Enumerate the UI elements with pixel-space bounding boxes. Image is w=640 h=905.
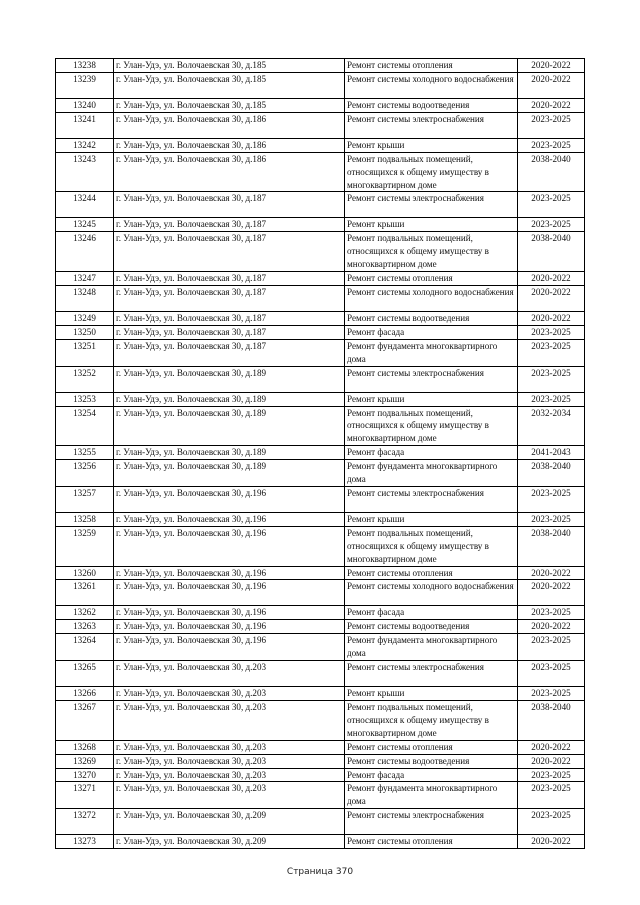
- row-work-type: Ремонт подвальных помещений, относящихся к общему имуществу в многоквартирном доме: [345, 701, 518, 741]
- row-number: 13260: [56, 566, 114, 580]
- row-number: 13263: [56, 620, 114, 634]
- row-period: 2023-2025: [518, 768, 585, 782]
- table-row: [56, 620, 585, 634]
- table-row: [56, 138, 585, 152]
- row-address: г. Улан-Удэ, ул. Волочаевская 30, д.185: [114, 72, 345, 98]
- row-period: 2023-2025: [518, 687, 585, 701]
- row-number: 13251: [56, 339, 114, 366]
- row-number: 13254: [56, 406, 114, 446]
- row-period: 2020-2022: [518, 272, 585, 286]
- row-number: 13249: [56, 311, 114, 325]
- row-number: 13273: [56, 835, 114, 849]
- row-address: г. Улан-Удэ, ул. Волочаевская 30, д.187: [114, 218, 345, 232]
- table-row: [56, 152, 585, 192]
- row-number: 13240: [56, 98, 114, 112]
- row-work-type: Ремонт системы водоотведения: [345, 754, 518, 768]
- row-address: г. Улан-Удэ, ул. Волочаевская 30, д.185: [114, 98, 345, 112]
- row-period: 2038-2040: [518, 701, 585, 741]
- row-address: г. Улан-Удэ, ул. Волочаевская 30, д.189: [114, 460, 345, 487]
- row-period: 2020-2022: [518, 72, 585, 98]
- row-work-type: Ремонт фундамента многоквартирного дома: [345, 460, 518, 487]
- row-period: 2023-2025: [518, 606, 585, 620]
- row-period: 2023-2025: [518, 112, 585, 138]
- row-period: 2020-2022: [518, 740, 585, 754]
- row-address: г. Улан-Удэ, ул. Волочаевская 30, д.203: [114, 740, 345, 754]
- row-period: 2041-2043: [518, 446, 585, 460]
- row-work-type: Ремонт крыши: [345, 218, 518, 232]
- row-number: 13256: [56, 460, 114, 487]
- table-row: [56, 59, 585, 73]
- table-row: [56, 339, 585, 366]
- row-number: 13242: [56, 138, 114, 152]
- row-work-type: Ремонт фасада: [345, 446, 518, 460]
- row-work-type: Ремонт системы электроснабжения: [345, 486, 518, 512]
- row-work-type: Ремонт системы холодного водоснабжения: [345, 72, 518, 98]
- table-row: [56, 232, 585, 272]
- row-period: 2023-2025: [518, 634, 585, 661]
- row-work-type: Ремонт фундамента многоквартирного дома: [345, 339, 518, 366]
- row-work-type: Ремонт системы электроснабжения: [345, 366, 518, 392]
- row-number: 13238: [56, 59, 114, 73]
- row-work-type: Ремонт фасада: [345, 606, 518, 620]
- table-row: [56, 486, 585, 512]
- table-row: [56, 526, 585, 566]
- row-period: 2038-2040: [518, 460, 585, 487]
- row-period: 2023-2025: [518, 138, 585, 152]
- row-address: г. Улан-Удэ, ул. Волочаевская 30, д.189: [114, 446, 345, 460]
- table-row: [56, 192, 585, 218]
- row-period: 2020-2022: [518, 580, 585, 606]
- table-row: [56, 661, 585, 687]
- row-period: 2038-2040: [518, 232, 585, 272]
- table-row: [56, 754, 585, 768]
- row-address: г. Улан-Удэ, ул. Волочаевская 30, д.187: [114, 232, 345, 272]
- row-work-type: Ремонт системы холодного водоснабжения: [345, 580, 518, 606]
- row-address: г. Улан-Удэ, ул. Волочаевская 30, д.203: [114, 768, 345, 782]
- row-period: 2023-2025: [518, 486, 585, 512]
- row-address: г. Улан-Удэ, ул. Волочаевская 30, д.186: [114, 152, 345, 192]
- row-period: 2023-2025: [518, 218, 585, 232]
- row-number: 13245: [56, 218, 114, 232]
- row-work-type: Ремонт системы электроснабжения: [345, 112, 518, 138]
- row-address: г. Улан-Удэ, ул. Волочаевская 30, д.187: [114, 325, 345, 339]
- table-row: [56, 835, 585, 849]
- row-address: г. Улан-Удэ, ул. Волочаевская 30, д.185: [114, 59, 345, 73]
- row-address: г. Улан-Удэ, ул. Волочаевская 30, д.196: [114, 526, 345, 566]
- row-address: г. Улан-Удэ, ул. Волочаевская 30, д.203: [114, 661, 345, 687]
- row-number: 13272: [56, 809, 114, 835]
- row-period: 2020-2022: [518, 754, 585, 768]
- table-row: [56, 112, 585, 138]
- row-address: г. Улан-Удэ, ул. Волочаевская 30, д.209: [114, 835, 345, 849]
- row-address: г. Улан-Удэ, ул. Волочаевская 30, д.196: [114, 620, 345, 634]
- row-number: 13253: [56, 392, 114, 406]
- row-number: 13261: [56, 580, 114, 606]
- row-address: г. Улан-Удэ, ул. Волочаевская 30, д.187: [114, 285, 345, 311]
- row-work-type: Ремонт фасада: [345, 325, 518, 339]
- table-row: [56, 406, 585, 446]
- row-number: 13248: [56, 285, 114, 311]
- table-row: [56, 325, 585, 339]
- row-period: 2038-2040: [518, 526, 585, 566]
- row-period: 2020-2022: [518, 59, 585, 73]
- row-address: г. Улан-Удэ, ул. Волочаевская 30, д.186: [114, 112, 345, 138]
- row-number: 13257: [56, 486, 114, 512]
- table-row: [56, 740, 585, 754]
- table-row: [56, 446, 585, 460]
- row-period: 2023-2025: [518, 392, 585, 406]
- table-row: [56, 460, 585, 487]
- row-address: г. Улан-Удэ, ул. Волочаевская 30, д.196: [114, 606, 345, 620]
- row-number: 13266: [56, 687, 114, 701]
- row-number: 13255: [56, 446, 114, 460]
- table-row: [56, 285, 585, 311]
- row-address: г. Улан-Удэ, ул. Волочаевская 30, д.189: [114, 366, 345, 392]
- row-period: 2023-2025: [518, 782, 585, 809]
- row-work-type: Ремонт системы отопления: [345, 740, 518, 754]
- table-row: [56, 311, 585, 325]
- row-address: г. Улан-Удэ, ул. Волочаевская 30, д.203: [114, 701, 345, 741]
- row-work-type: Ремонт системы электроснабжения: [345, 192, 518, 218]
- row-number: 13243: [56, 152, 114, 192]
- row-number: 13268: [56, 740, 114, 754]
- row-period: 2032-2034: [518, 406, 585, 446]
- row-work-type: Ремонт фундамента многоквартирного дома: [345, 782, 518, 809]
- row-work-type: Ремонт системы отопления: [345, 59, 518, 73]
- table-row: [56, 687, 585, 701]
- row-number: 13241: [56, 112, 114, 138]
- row-address: г. Улан-Удэ, ул. Волочаевская 30, д.187: [114, 311, 345, 325]
- row-work-type: Ремонт подвальных помещений, относящихся к общему имуществу в многоквартирном доме: [345, 152, 518, 192]
- table-row: [56, 768, 585, 782]
- row-address: г. Улан-Удэ, ул. Волочаевская 30, д.187: [114, 339, 345, 366]
- row-work-type: Ремонт системы водоотведения: [345, 311, 518, 325]
- row-period: 2038-2040: [518, 152, 585, 192]
- table-row: [56, 218, 585, 232]
- table-row: [56, 272, 585, 286]
- page-number: Страница 370: [286, 867, 354, 877]
- table-row: [56, 701, 585, 741]
- row-work-type: Ремонт системы водоотведения: [345, 620, 518, 634]
- row-number: 13271: [56, 782, 114, 809]
- row-address: г. Улан-Удэ, ул. Волочаевская 30, д.209: [114, 809, 345, 835]
- row-address: г. Улан-Удэ, ул. Волочаевская 30, д.203: [114, 687, 345, 701]
- row-address: г. Улан-Удэ, ул. Волочаевская 30, д.196: [114, 566, 345, 580]
- row-period: 2023-2025: [518, 339, 585, 366]
- row-number: 13252: [56, 366, 114, 392]
- row-address: г. Улан-Удэ, ул. Волочаевская 30, д.196: [114, 634, 345, 661]
- row-number: 13265: [56, 661, 114, 687]
- row-period: 2023-2025: [518, 661, 585, 687]
- row-period: 2023-2025: [518, 366, 585, 392]
- row-work-type: Ремонт крыши: [345, 138, 518, 152]
- table-row: [56, 606, 585, 620]
- table-row: [56, 782, 585, 809]
- row-work-type: Ремонт фундамента многоквартирного дома: [345, 634, 518, 661]
- row-number: 13239: [56, 72, 114, 98]
- row-work-type: Ремонт крыши: [345, 512, 518, 526]
- row-number: 13270: [56, 768, 114, 782]
- row-work-type: Ремонт системы водоотведения: [345, 98, 518, 112]
- row-number: 13258: [56, 512, 114, 526]
- row-period: 2023-2025: [518, 325, 585, 339]
- row-number: 13267: [56, 701, 114, 741]
- row-work-type: Ремонт крыши: [345, 687, 518, 701]
- row-address: г. Улан-Удэ, ул. Волочаевская 30, д.189: [114, 392, 345, 406]
- table-row: [56, 98, 585, 112]
- row-address: г. Улан-Удэ, ул. Волочаевская 30, д.196: [114, 512, 345, 526]
- row-address: г. Улан-Удэ, ул. Волочаевская 30, д.203: [114, 754, 345, 768]
- row-work-type: Ремонт подвальных помещений, относящихся к общему имуществу в многоквартирном доме: [345, 406, 518, 446]
- table-row: [56, 366, 585, 392]
- table-row: [56, 566, 585, 580]
- table-row: [56, 392, 585, 406]
- row-period: 2020-2022: [518, 835, 585, 849]
- repair-plan-table: [55, 58, 585, 849]
- row-number: 13259: [56, 526, 114, 566]
- row-period: 2020-2022: [518, 620, 585, 634]
- row-address: г. Улан-Удэ, ул. Волочаевская 30, д.203: [114, 782, 345, 809]
- row-period: 2020-2022: [518, 98, 585, 112]
- table-row: [56, 580, 585, 606]
- row-number: 13264: [56, 634, 114, 661]
- row-work-type: Ремонт крыши: [345, 392, 518, 406]
- row-number: 13246: [56, 232, 114, 272]
- row-period: 2023-2025: [518, 512, 585, 526]
- table-row: [56, 634, 585, 661]
- row-work-type: Ремонт подвальных помещений, относящихся к общему имуществу в многоквартирном доме: [345, 232, 518, 272]
- table-row: [56, 512, 585, 526]
- row-work-type: Ремонт системы отопления: [345, 272, 518, 286]
- row-number: 13247: [56, 272, 114, 286]
- table-row: [56, 809, 585, 835]
- row-work-type: Ремонт системы электроснабжения: [345, 809, 518, 835]
- table-row: [56, 72, 585, 98]
- row-work-type: Ремонт системы отопления: [345, 566, 518, 580]
- row-period: 2020-2022: [518, 566, 585, 580]
- row-address: г. Улан-Удэ, ул. Волочаевская 30, д.187: [114, 192, 345, 218]
- row-work-type: Ремонт подвальных помещений, относящихся к общему имуществу в многоквартирном доме: [345, 526, 518, 566]
- row-period: 2020-2022: [518, 285, 585, 311]
- row-number: 13250: [56, 325, 114, 339]
- row-work-type: Ремонт системы электроснабжения: [345, 661, 518, 687]
- row-period: 2023-2025: [518, 809, 585, 835]
- row-work-type: Ремонт фасада: [345, 768, 518, 782]
- row-address: г. Улан-Удэ, ул. Волочаевская 30, д.196: [114, 486, 345, 512]
- row-address: г. Улан-Удэ, ул. Волочаевская 30, д.187: [114, 272, 345, 286]
- row-address: г. Улан-Удэ, ул. Волочаевская 30, д.186: [114, 138, 345, 152]
- row-number: 13269: [56, 754, 114, 768]
- row-period: 2023-2025: [518, 192, 585, 218]
- row-work-type: Ремонт системы холодного водоснабжения: [345, 285, 518, 311]
- table-body: [56, 59, 585, 849]
- row-address: г. Улан-Удэ, ул. Волочаевская 30, д.189: [114, 406, 345, 446]
- row-address: г. Улан-Удэ, ул. Волочаевская 30, д.196: [114, 580, 345, 606]
- row-period: 2020-2022: [518, 311, 585, 325]
- row-number: 13262: [56, 606, 114, 620]
- row-number: 13244: [56, 192, 114, 218]
- row-work-type: Ремонт системы отопления: [345, 835, 518, 849]
